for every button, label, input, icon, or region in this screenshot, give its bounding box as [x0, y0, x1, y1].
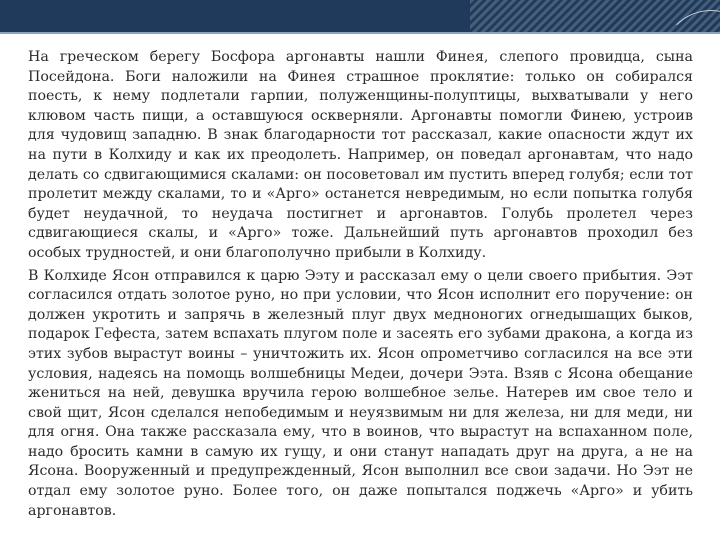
header-accent-line — [0, 32, 720, 34]
header-bar — [0, 0, 720, 32]
paragraph-colchis: В Колхиде Ясон отправился к царю Ээту и рассказал ему о цели своего прибытия. Ээт согласился отдать золотое руно, но при условии, что Ясон исполнит его поручение: он должен укротить и запрячь в железный плуг двух медноногих огнедышащих быков, подарок Гефеста, затем вспахать плугом поле и засеять его зубами дракона, а когда из этих зубов вырастут воины – уничтожить их. Ясон опрометчиво согласился на все эти условия, надеясь на помощь волшебницы Медеи, дочери Ээта. Взяв с Ясона обещание жениться на ней, девушка вручила герою волшебное зелье. Натерев им свое тело и свой щит, Ясон сделался непобедимым и неуязвимым ни для железа, ни для меди, ни для огня. Она также рассказала ему, что в воинов, что вырастут на вспаханном поле, надо бросить камни в самую их гущу, и они станут нападать друг на друга, а не на Ясона. Вооруженный и предупрежденный, Ясон выполнил все свои задачи. Но Ээт не отдал ему золотое руно. Более того, он даже попытался поджечь «Арго» и убить аргонавтов. — [28, 267, 693, 519]
slide-body — [28, 48, 693, 521]
paragraph-phineus: На греческом берегу Босфора аргонавты нашли Финея, слепого провидца, сына Посейдона. Боги наложили на Финея страшное проклятие: только он собирался поесть, к нему подлетали гарпии, полуженщины-полуптицы, выхватывали у него клювом часть пищи, а оставшуюся оскверняли. Аргонавты помогли Финею, устроив для чудовищ западню. В знак благодарности тот рассказал, какие опасности ждут их на пути в Колхиду и как их преодолеть. Например, он поведал аргонавтам, что надо делать со сдвигающимися скалами: он посоветовал им пустить вперед голубя; если тот пролетит между скалами, то и «Арго» останется невредимым, но если попытка голубя будет неудачной, то неудача постигнет и аргонавтов. Голубь пролетел через сдвигающиеся скалы, и «Арго» тоже. Дальнейший путь аргонавтов проходил без особых трудностей, и они благополучно прибыли в Колхиду. — [28, 49, 693, 261]
